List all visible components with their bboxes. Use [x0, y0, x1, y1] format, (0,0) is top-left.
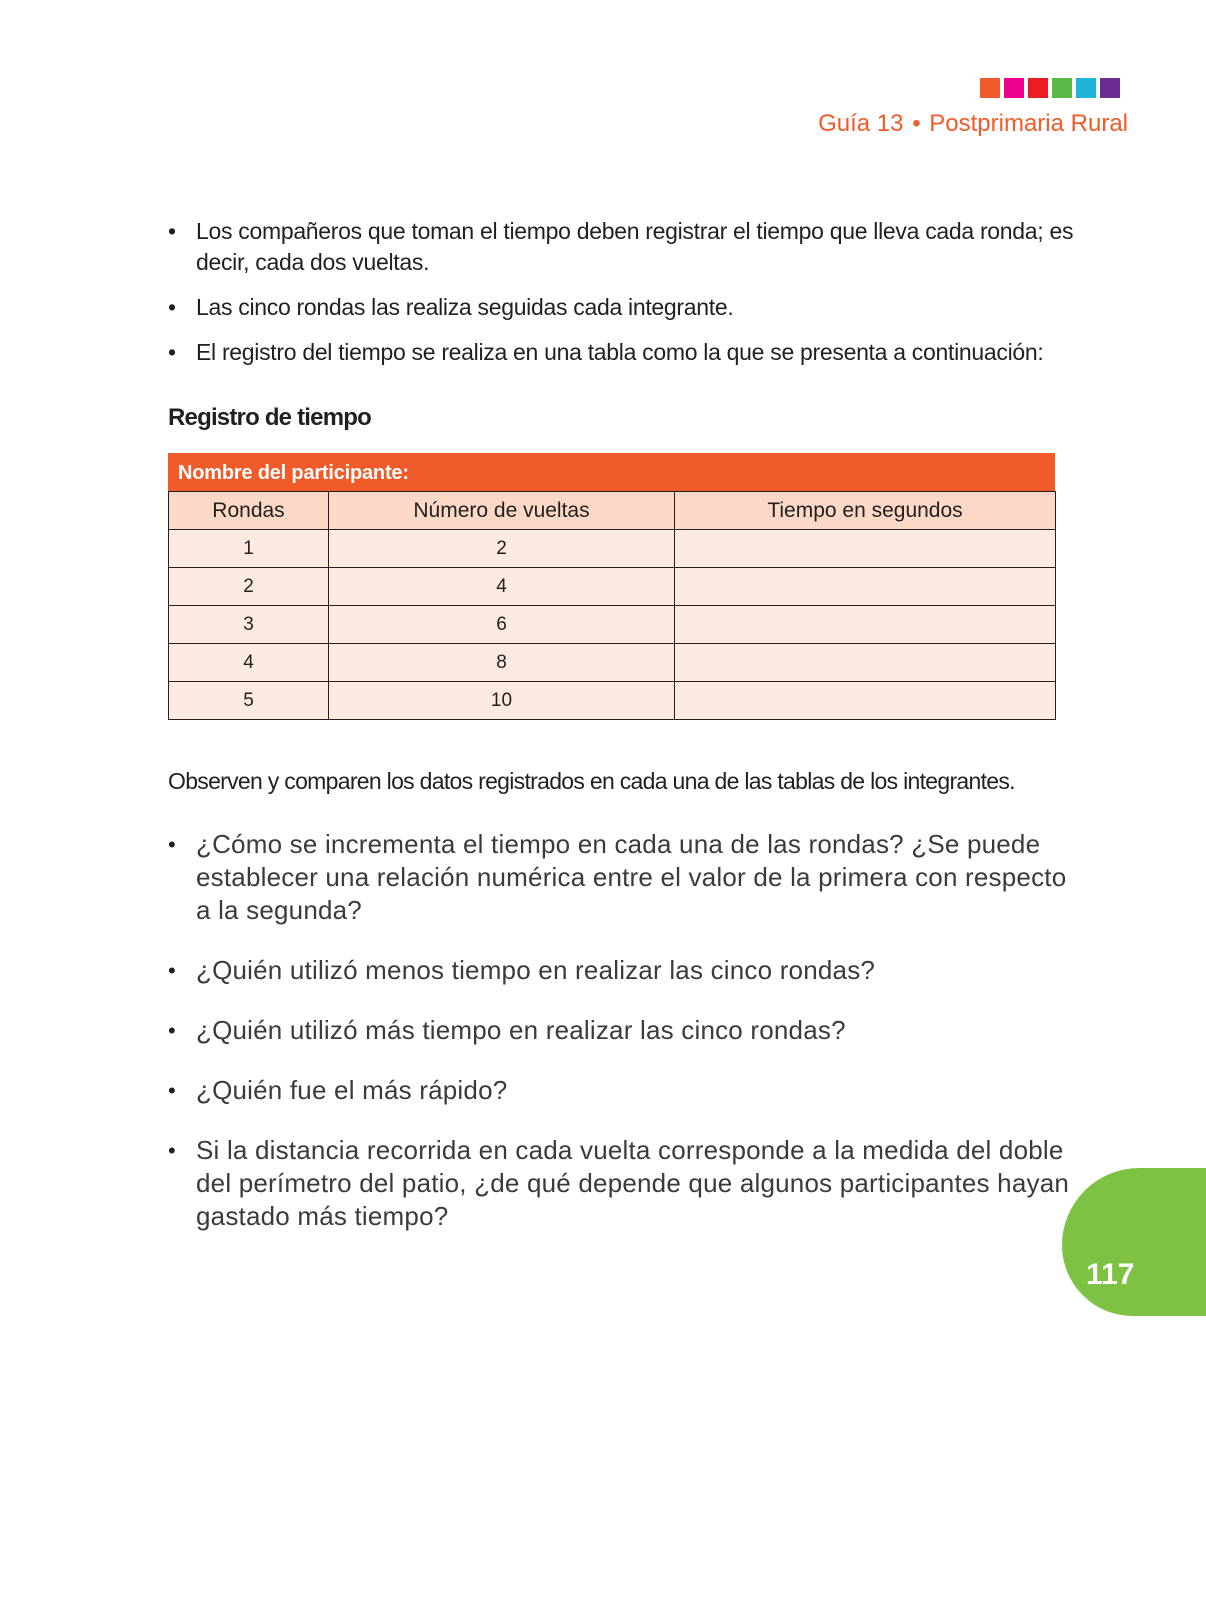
question-text: ¿Cómo se incrementa el tiempo en cada una de las rondas? ¿Se puede establecer una relación numérica entre el valor de la primera con respecto a la segunda?: [196, 829, 1067, 925]
observe-instruction: Observen y comparen los datos registrados en cada una de las tablas de los integrantes.: [168, 768, 1015, 794]
time-cell: [675, 682, 1056, 720]
column-header-vueltas: Número de vueltas: [329, 492, 675, 530]
bullet-icon: •: [168, 294, 176, 320]
question-item: [168, 828, 1078, 927]
question-item: [168, 1134, 1078, 1233]
round-cell: 4: [169, 644, 329, 682]
column-header-tiempo: Tiempo en segundos: [675, 492, 1056, 530]
list-item-text: Los compañeros que toman el tiempo deben registrar el tiempo que lleva cada ronda; es decir, cada dos vueltas.: [196, 218, 1074, 275]
running-head: [818, 110, 1128, 138]
bullet-icon: •: [168, 1078, 176, 1103]
round-cell: 5: [169, 682, 329, 720]
color-swatch: [980, 78, 1000, 98]
color-swatch-strip: [980, 78, 1120, 98]
laps-cell: 2: [329, 530, 675, 568]
table-row: [169, 606, 1056, 644]
color-swatch: [1100, 78, 1120, 98]
bullet-icon: •: [168, 339, 176, 365]
time-cell: [675, 530, 1056, 568]
question-text: ¿Quién fue el más rápido?: [196, 1075, 508, 1105]
list-item: [168, 337, 1078, 368]
round-cell: 3: [169, 606, 329, 644]
section-title: Registro de tiempo: [168, 404, 371, 431]
table-header-row: [169, 492, 1056, 530]
question-item: [168, 1074, 1078, 1107]
round-cell: 2: [169, 568, 329, 606]
laps-cell: 6: [329, 606, 675, 644]
question-text: Si la distancia recorrida en cada vuelta corresponde a la medida del doble del perímetro del patio, ¿de qué depende que algunos participantes hayan gastado más tiempo?: [196, 1135, 1070, 1231]
list-item-text: Las cinco rondas las realiza seguidas cada integrante.: [196, 294, 734, 320]
laps-cell: 10: [329, 682, 675, 720]
question-text: ¿Quién utilizó menos tiempo en realizar las cinco rondas?: [196, 955, 876, 985]
question-list: [168, 828, 1078, 1260]
list-item: [168, 292, 1078, 323]
page-number-tab: [1062, 1168, 1206, 1316]
laps-cell: 4: [329, 568, 675, 606]
table-row: [169, 644, 1056, 682]
laps-cell: 8: [329, 644, 675, 682]
color-swatch: [1076, 78, 1096, 98]
color-swatch: [1004, 78, 1024, 98]
round-cell: 1: [169, 530, 329, 568]
table-row: [169, 568, 1056, 606]
question-item: [168, 954, 1078, 987]
bullet-icon: •: [168, 832, 176, 857]
column-header-rondas: Rondas: [169, 492, 329, 530]
color-swatch: [1028, 78, 1048, 98]
color-swatch: [1052, 78, 1072, 98]
bullet-icon: •: [168, 1138, 176, 1163]
bullet-icon: •: [168, 958, 176, 983]
list-item-text: El registro del tiempo se realiza en una tabla como la que se presenta a continuación:: [196, 339, 1044, 365]
question-text: ¿Quién utilizó más tiempo en realizar las cinco rondas?: [196, 1015, 846, 1045]
table-row: [169, 682, 1056, 720]
bullet-icon: •: [168, 218, 176, 244]
bullet-icon: •: [168, 1018, 176, 1043]
guide-label: Guía 13: [818, 110, 904, 137]
time-cell: [675, 568, 1056, 606]
intro-bullet-list: [168, 216, 1078, 382]
table-row: [169, 530, 1056, 568]
header-separator: •: [912, 110, 921, 137]
question-item: [168, 1014, 1078, 1047]
participant-name-label: Nombre del participante:: [168, 453, 1055, 491]
time-cell: [675, 644, 1056, 682]
time-cell: [675, 606, 1056, 644]
series-label: Postprimaria Rural: [929, 110, 1128, 137]
page-number: 117: [1086, 1258, 1135, 1291]
list-item: [168, 216, 1078, 278]
time-record-table: [168, 453, 1055, 720]
record-grid: [168, 491, 1056, 720]
